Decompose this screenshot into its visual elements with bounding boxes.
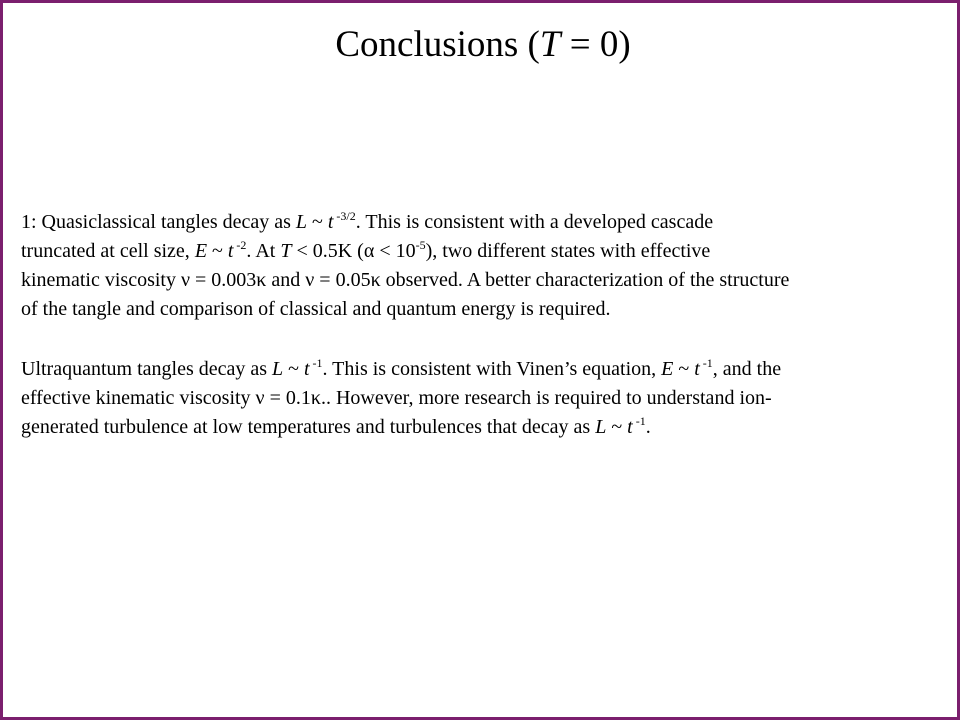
- text-run: , and the: [712, 358, 782, 380]
- exponent: -1: [309, 356, 323, 370]
- paragraph-1-line-1: [21, 208, 951, 237]
- italic-var-L: L: [272, 358, 284, 380]
- italic-var-L: L: [295, 211, 308, 233]
- text-run: 1: Quasiclassical tangles decay as: [21, 211, 296, 233]
- italic-var-L: L: [595, 416, 607, 438]
- exponent: -1: [632, 414, 646, 428]
- text-run: .: [645, 416, 651, 438]
- paragraph-2-line-3: [21, 413, 951, 442]
- text-run: ~: [307, 211, 328, 233]
- text-run: ), two different states with effective: [425, 240, 711, 262]
- text-run: . This is consistent with a developed cascade: [355, 211, 714, 233]
- italic-var-T: T: [280, 240, 292, 262]
- paragraph-1-line-4: of the tangle and comparison of classical and quantum energy is required.: [21, 298, 611, 320]
- text-run: < 0.5K (α < 10: [291, 240, 416, 262]
- title-prefix: Conclusions (: [335, 24, 540, 65]
- italic-var-t: t: [627, 416, 633, 438]
- italic-var-t: t: [227, 240, 234, 262]
- text-run: ~: [283, 358, 304, 380]
- italic-var-E: E: [661, 358, 674, 380]
- conclusion-paragraph-2: [21, 355, 951, 442]
- italic-var-t: t: [694, 358, 700, 380]
- text-run: ~: [673, 358, 695, 380]
- exponent: -3/2: [333, 209, 356, 223]
- slide-title: [3, 21, 960, 69]
- title-suffix: = 0): [560, 24, 631, 65]
- italic-var-t: t: [303, 358, 310, 380]
- exponent: -1: [699, 356, 713, 370]
- paragraph-1-line-2: [21, 237, 951, 266]
- text-run: Ultraquantum tangles decay as: [21, 358, 273, 380]
- conclusion-paragraph-1: [21, 208, 951, 324]
- text-run: generated turbulence at low temperatures and turbulences that decay as: [21, 416, 596, 438]
- text-run: ~: [606, 416, 628, 438]
- paragraph-2-line-2: effective kinematic viscosity ν = 0.1κ.. However, more research is required to understand ion-: [21, 387, 772, 409]
- text-run: . This is consistent with Vinen’s equation,: [322, 358, 662, 380]
- title-variable: T: [539, 24, 561, 65]
- paragraph-1-line-3: kinematic viscosity ν = 0.003κ and ν = 0.05κ observed. A better characterization of the structure: [21, 269, 790, 291]
- text-run: . At: [246, 240, 281, 262]
- text-run: ~: [207, 240, 228, 262]
- exponent: -2: [233, 238, 247, 252]
- text-run: truncated at cell size,: [21, 240, 195, 262]
- italic-var-t: t: [327, 211, 334, 233]
- paragraph-2-line-1: [21, 355, 951, 384]
- exponent: -5: [415, 238, 426, 252]
- italic-var-E: E: [194, 240, 208, 262]
